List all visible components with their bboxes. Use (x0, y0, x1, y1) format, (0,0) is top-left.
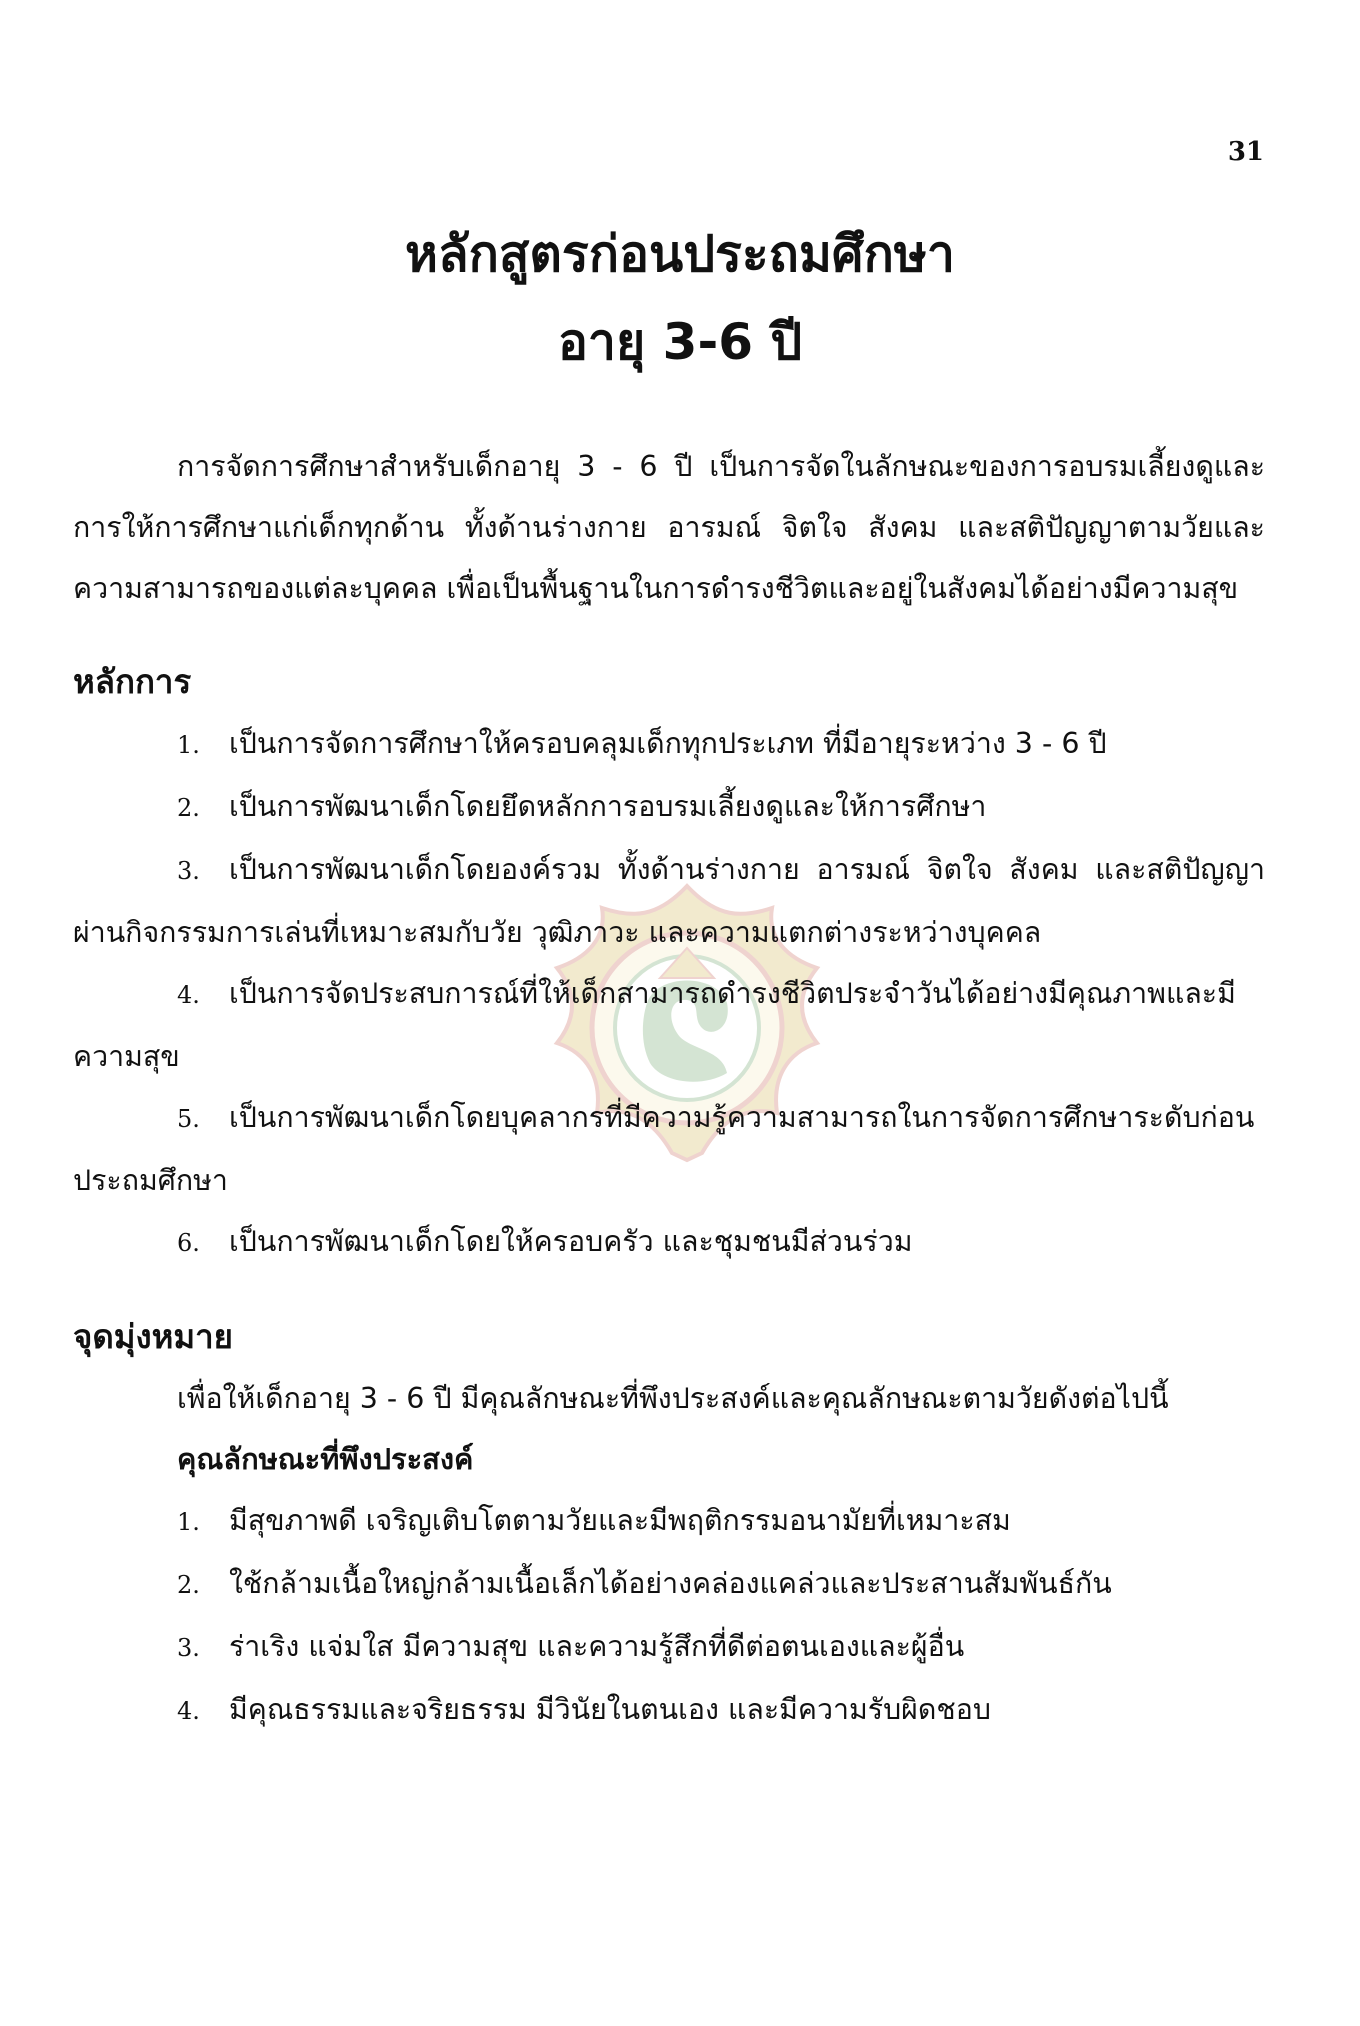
characteristic-item-3 (73, 1616, 1265, 1679)
list-text: เป็นการจัดการศึกษาให้ครอบคลุมเด็กทุกประเภท ที่มีอายุระหว่าง 3 - 6 ปี (229, 727, 1107, 760)
title-line-1: หลักสูตรก่อนประถมศึกษา (405, 225, 955, 283)
page-title (0, 210, 1360, 386)
characteristic-item-1 (73, 1490, 1265, 1553)
title-line-2: อายุ 3-6 ปี (557, 313, 803, 371)
list-number: 5. (177, 1105, 200, 1133)
principle-item-5 (73, 1087, 1265, 1211)
principles-heading: หลักการ (73, 662, 192, 701)
characteristic-item-2 (73, 1553, 1265, 1616)
list-text: เป็นการจัดประสบการณ์ที่ให้เด็กสามารถดำรงชีวิตประจำวันได้อย่างมีคุณภาพและมีความสุข (73, 977, 1236, 1073)
principle-item-4 (73, 963, 1265, 1087)
list-number: 6. (177, 1229, 200, 1257)
list-number: 3. (177, 857, 200, 885)
list-text: เป็นการพัฒนาเด็กโดยองค์รวม ทั้งด้านร่างกาย อารมณ์ จิตใจ สังคม และสติปัญญา ผ่านกิจกรรมการเล่นที่เหมาะสมกับวัย วุฒิภาวะ และความแตกต่างระหว่างบุคคล (73, 853, 1265, 949)
list-number: 4. (177, 981, 200, 1009)
goals-heading: จุดมุ่งหมาย (73, 1317, 234, 1356)
intro-paragraph: การจัดการศึกษาสำหรับเด็กอายุ 3 - 6 ปี เป็นการจัดในลักษณะของการอบรมเลี้ยงดูและการให้การศึกษาแก่เด็กทุกด้าน ทั้งด้านร่างกาย อารมณ์ จิตใจ สังคม และสติปัญญาตามวัยและความสามารถของแต่ละบุคคล เพื่อเป็นพื้นฐานในการดำรงชีวิตและอยู่ในสังคมได้อย่างมีความสุข (73, 450, 1265, 605)
list-number: 4. (177, 1697, 200, 1725)
list-text: เป็นการพัฒนาเด็กโดยบุคลากรที่มีความรู้ความสามารถในการจัดการศึกษาระดับก่อนประถมศึกษา (73, 1101, 1255, 1197)
principle-item-6 (73, 1211, 1265, 1274)
principle-item-3 (73, 839, 1265, 963)
list-number: 2. (177, 1571, 200, 1599)
list-number: 1. (177, 731, 200, 759)
list-number: 3. (177, 1634, 200, 1662)
characteristic-item-4 (73, 1679, 1265, 1742)
list-text: เป็นการพัฒนาเด็กโดยยึดหลักการอบรมเลี้ยงดูและให้การศึกษา (229, 790, 987, 823)
list-number: 1. (177, 1508, 200, 1536)
goals-intro: เพื่อให้เด็กอายุ 3 - 6 ปี มีคุณลักษณะที่พึงประสงค์และคุณลักษณะตามวัยดังต่อไปนี้ (177, 1382, 1169, 1415)
list-number: 2. (177, 794, 200, 822)
principle-item-1 (73, 713, 1265, 776)
page-number: 31 (1227, 137, 1264, 167)
document-body (73, 436, 1265, 1742)
principles-list (73, 713, 1265, 1274)
list-text: มีคุณธรรมและจริยธรรม มีวินัยในตนเอง และมีความรับผิดชอบ (229, 1693, 991, 1726)
list-text: ใช้กล้ามเนื้อใหญ่กล้ามเนื้อเล็กได้อย่างคล่องแคล่วและประสานสัมพันธ์กัน (229, 1567, 1112, 1600)
list-text: ร่าเริง แจ่มใส มีความสุข และความรู้สึกที่ดีต่อตนเองและผู้อื่น (229, 1630, 965, 1663)
principle-item-2 (73, 776, 1265, 839)
list-text: มีสุขภาพดี เจริญเติบโตตามวัยและมีพฤติกรรมอนามัยที่เหมาะสม (229, 1504, 1011, 1537)
desired-characteristics-subheading: คุณลักษณะที่พึงประสงค์ (177, 1442, 474, 1476)
list-text: เป็นการพัฒนาเด็กโดยให้ครอบครัว และชุมชนมีส่วนร่วม (229, 1225, 913, 1258)
characteristics-list (73, 1490, 1265, 1742)
